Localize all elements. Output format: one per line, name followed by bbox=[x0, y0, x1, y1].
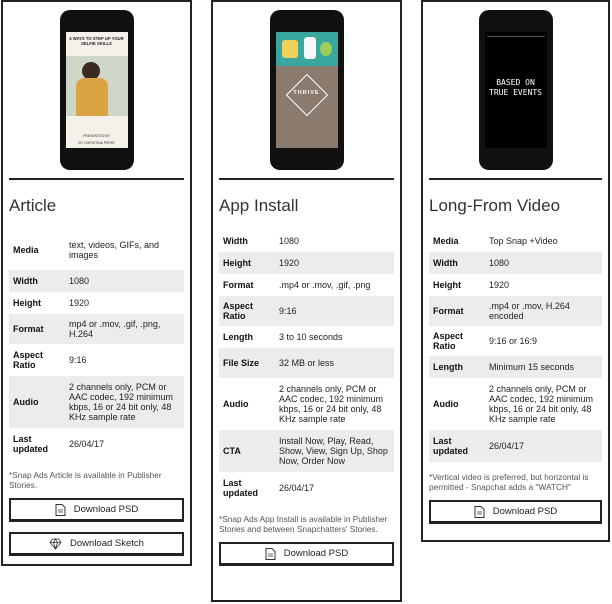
button-label: Download PSD bbox=[283, 548, 349, 559]
row-label: Last updated bbox=[223, 478, 258, 498]
table-row bbox=[429, 356, 602, 378]
row-label: Height bbox=[13, 298, 41, 308]
table-row bbox=[9, 314, 184, 344]
table-row bbox=[429, 230, 602, 252]
row-value: 2 channels only, PCM or AAC codec, 192 minimum kbps, 16 or 24 bit only, 48 KHz sample rate bbox=[489, 384, 594, 424]
phone-mockup bbox=[270, 10, 344, 170]
row-label: Aspect Ratio bbox=[433, 331, 464, 351]
table-row bbox=[219, 274, 394, 296]
row-label: Height bbox=[219, 252, 275, 274]
row-label: Format bbox=[223, 280, 254, 290]
app-install-screen bbox=[276, 32, 338, 148]
row-label: Width bbox=[9, 270, 65, 292]
row-label: Aspect Ratio bbox=[13, 350, 44, 370]
table-row bbox=[9, 376, 184, 428]
table-row bbox=[429, 296, 602, 326]
row-label: Length bbox=[223, 332, 253, 342]
article-headline: 4 WAYS TO STEP UP YOUR SELFIE SKILLS bbox=[69, 36, 124, 46]
row-value: 1080 bbox=[279, 236, 300, 246]
phone-mockup bbox=[60, 10, 134, 170]
phone-mockup bbox=[479, 10, 553, 170]
row-value: .mp4 or .mov, H.264 encoded bbox=[485, 296, 602, 326]
table-row bbox=[219, 252, 394, 274]
article-byline: BY CHRISTINA PERRI bbox=[78, 141, 115, 145]
button-label: Download PSD bbox=[492, 506, 558, 517]
row-value: 2 channels only, PCM or AAC codec, 192 minimum kbps, 16 or 24 bit only, 48 KHz sample rate bbox=[65, 376, 184, 428]
table-row bbox=[219, 230, 394, 252]
file-icon bbox=[55, 504, 66, 516]
row-label: Media bbox=[433, 236, 459, 246]
row-value: 9:16 or 16:9 bbox=[489, 336, 538, 346]
row-value: Install Now, Play, Read, Show, View, Sign Up, Shop Now, Order Now bbox=[275, 430, 394, 472]
table-row bbox=[429, 274, 602, 296]
card-title: App Install bbox=[219, 196, 299, 215]
row-label: Last updated bbox=[13, 434, 48, 454]
button-label: Download PSD bbox=[73, 504, 139, 515]
download-psd-button[interactable] bbox=[219, 542, 394, 566]
app-install-card bbox=[211, 0, 402, 602]
button-label: Download Sketch bbox=[70, 538, 144, 549]
row-label: Width bbox=[429, 252, 485, 274]
row-label: Format bbox=[429, 296, 485, 326]
table-row bbox=[219, 430, 394, 472]
video-preview bbox=[429, 2, 602, 180]
row-label: Last updated bbox=[429, 430, 485, 462]
row-value: 26/04/17 bbox=[279, 483, 315, 493]
row-label: Audio bbox=[433, 399, 459, 409]
table-row bbox=[9, 230, 184, 270]
article-presented: PRESENTED BY bbox=[82, 134, 111, 138]
row-value: text, videos, GIFs, and images bbox=[69, 240, 160, 260]
app-brand-name: THRIVE bbox=[293, 90, 320, 96]
article-screen bbox=[66, 32, 128, 148]
card-title: Article bbox=[9, 196, 57, 215]
row-value: 26/04/17 bbox=[485, 430, 602, 462]
table-row bbox=[9, 292, 184, 314]
table-row bbox=[219, 348, 394, 378]
app-product-photo bbox=[276, 32, 338, 66]
table-row bbox=[429, 430, 602, 462]
row-value: 9:16 bbox=[275, 296, 394, 326]
row-value: 3 to 10 seconds bbox=[279, 332, 343, 342]
row-label: Height bbox=[433, 280, 461, 290]
row-label: Length bbox=[429, 356, 485, 378]
row-value: 2 channels only, PCM or AAC codec, 192 minimum kbps, 16 or 24 bit only, 48 KHz sample rate bbox=[279, 384, 384, 424]
row-value: 1920 bbox=[275, 252, 394, 274]
row-value: 26/04/17 bbox=[69, 439, 105, 449]
video-caption: BASED ON TRUE EVENTS bbox=[489, 78, 542, 97]
download-sketch-button[interactable] bbox=[9, 532, 184, 556]
file-icon bbox=[474, 506, 485, 518]
table-row bbox=[9, 344, 184, 376]
article-card bbox=[1, 0, 192, 566]
table-row bbox=[429, 378, 602, 430]
spec-table bbox=[9, 230, 184, 460]
download-psd-button[interactable] bbox=[9, 498, 184, 522]
app-install-preview bbox=[219, 2, 394, 180]
row-label: CTA bbox=[219, 430, 275, 472]
article-photo bbox=[66, 56, 128, 116]
row-label: Audio bbox=[9, 376, 65, 428]
availability-note: *Snap Ads App Install is available in Publisher Stories and between Snapchatters' Stories. bbox=[219, 514, 388, 534]
file-icon bbox=[265, 548, 276, 560]
diamond-icon bbox=[49, 538, 62, 550]
row-value: 9:16 bbox=[69, 355, 87, 365]
table-row bbox=[9, 428, 184, 460]
row-value: Minimum 15 seconds bbox=[485, 356, 602, 378]
row-value: 1080 bbox=[485, 252, 602, 274]
spec-table bbox=[219, 230, 394, 504]
row-value: Top Snap +Video bbox=[489, 236, 558, 246]
article-preview bbox=[9, 2, 184, 180]
download-psd-button[interactable] bbox=[429, 500, 602, 524]
row-value: 1080 bbox=[65, 270, 184, 292]
spec-table bbox=[429, 230, 602, 462]
video-screen bbox=[485, 32, 547, 148]
table-row bbox=[219, 326, 394, 348]
row-label: Format bbox=[9, 314, 65, 344]
row-label: Audio bbox=[223, 399, 249, 409]
availability-note: *Snap Ads Article is available in Publisher Stories. bbox=[9, 470, 162, 490]
availability-note: *Vertical video is preferred, but horizontal is permitted - Snapchat adds a "WATCH" bbox=[429, 472, 589, 492]
table-row bbox=[429, 252, 602, 274]
table-row bbox=[219, 378, 394, 430]
table-row bbox=[9, 270, 184, 292]
long-form-video-card bbox=[421, 0, 610, 542]
table-row bbox=[219, 296, 394, 326]
row-value: .mp4 or .mov, .gif, .png bbox=[279, 280, 371, 290]
row-value: 1920 bbox=[69, 298, 90, 308]
card-title: Long-From Video bbox=[429, 196, 561, 215]
table-row bbox=[219, 472, 394, 504]
row-value: 32 MB or less bbox=[275, 348, 394, 378]
row-value: mp4 or .mov, .gif, .png, H.264 bbox=[65, 314, 184, 344]
row-label: Aspect Ratio bbox=[219, 296, 275, 326]
row-label: File Size bbox=[219, 348, 275, 378]
table-row bbox=[429, 326, 602, 356]
row-label: Width bbox=[223, 236, 248, 246]
row-value: 1920 bbox=[489, 280, 510, 290]
row-label: Media bbox=[13, 245, 39, 255]
